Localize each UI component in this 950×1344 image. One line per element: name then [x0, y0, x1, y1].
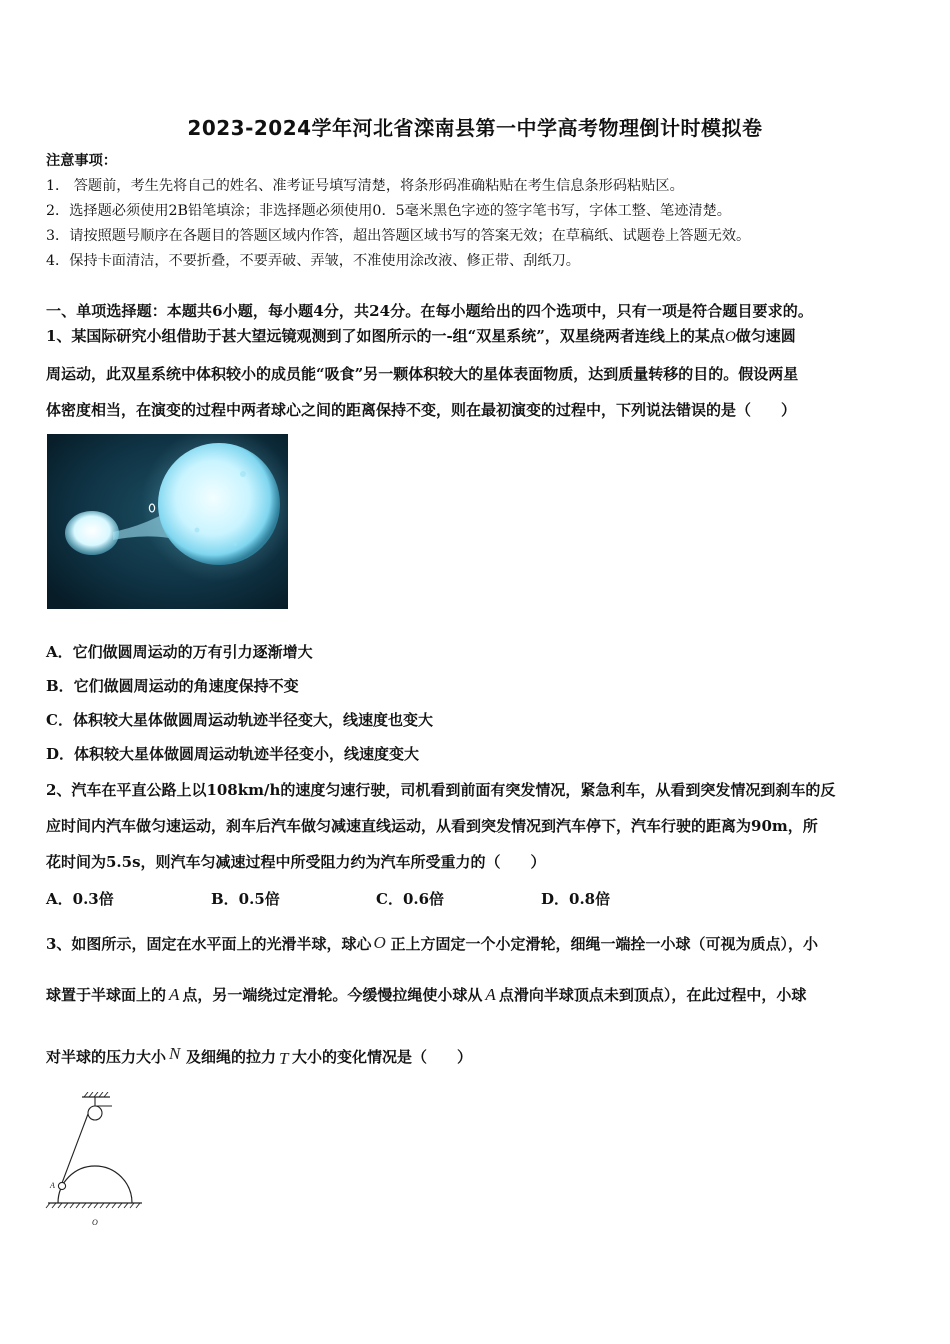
q3-line3a: 对半球的压力大小 [46, 1048, 167, 1066]
hemisphere-pulley-diagram [44, 1092, 148, 1230]
q3-symbol-n: N [169, 1044, 181, 1063]
section-heading: 一、单项选择题：本题共6小题，每小题4分，共24分。在每小题给出的四个选项中，只有一项是符合题目要求的。 [46, 302, 813, 320]
q1-option-c: C．体积较大星体做圆周运动轨迹半径变大，线速度也变大 [46, 711, 433, 729]
notice-item: 4．保持卡面清洁，不要折叠，不要弄破、弄皱，不准使用涂改液、修正带、刮纸刀。 [46, 253, 580, 269]
q3-line3 [46, 1044, 473, 1068]
q2-option-c: C．0.6倍 [376, 890, 445, 908]
q2-line2: 应时间内汽车做匀速运动，刹车后汽车做匀减速直线运动，从看到突发情况到汽车停下，汽车行驶的距离为90m，所 [46, 817, 818, 835]
q1-symbol-o: O [724, 329, 736, 345]
notice-item: 1． 答题前，考生先将自己的姓名、准考证号填写清楚，将条形码准确粘贴在考生信息条形码粘贴区。 [46, 178, 684, 194]
q1-option-d: D．体积较大星体做圆周运动轨迹半径变小，线速度变大 [46, 745, 420, 763]
ball-icon [58, 1182, 65, 1189]
q3-symbol-a2: A [485, 985, 496, 1004]
q3-line2a: 球置于半球面上的 [46, 986, 167, 1004]
label-o: O [92, 1218, 98, 1227]
q1-line3: 体密度相当，在演变的过程中两者球心之间的距离保持不变，则在最初演变的过程中，下列说法错误的是（ ） [46, 401, 797, 419]
q2-option-d: D．0.8倍 [541, 890, 611, 908]
binary-star-image [47, 434, 288, 609]
q3-line2b: 点，另一端绕过定滑轮。今缓慢拉绳使小球从 [182, 986, 483, 1004]
q1-text [46, 326, 796, 347]
pulley-icon [88, 1106, 102, 1120]
q3-line2 [46, 985, 806, 1005]
q2-line1: 2、汽车在平直公路上以108km/h的速度匀速行驶，司机看到前面有突发情况，紧急利车，从看到突发情况到刹车的反 [46, 781, 836, 799]
q3-symbol-a1: A [169, 985, 180, 1004]
notice-heading: 注意事项： [46, 153, 117, 169]
q3-line3c: 大小的变化情况是（ ） [292, 1048, 473, 1066]
notice-item: 2．选择题必须使用2B铅笔填涂；非选择题必须使用0．5毫米黑色字迹的签字笔书写，字体工整、笔迹清楚。 [46, 203, 731, 219]
q2-option-b: B．0.5倍 [211, 890, 280, 908]
page-title: 2023-2024学年河北省滦南县第一中学高考物理倒计时模拟卷 [187, 116, 763, 140]
q2-line3: 花时间为5.5s，则汽车匀减速过程中所受阻力约为汽车所受重力的（ ） [46, 853, 546, 871]
q3-line3b: 及细绳的拉力 [186, 1048, 277, 1066]
q3-symbol-o: O [373, 933, 386, 952]
q3-symbol-t: T [279, 1049, 289, 1068]
notice-item: 3．请按照题号顺序在各题目的答题区域内作答，超出答题区域书写的答案无效；在草稿纸、试题卷上答题无效。 [46, 228, 751, 244]
q1-line1a: 1、某国际研究小组借助于甚大望远镜观测到了如图所示的一-组“双星系统”，双星绕两者连线上的某点 [46, 327, 725, 345]
q3-line1 [46, 934, 818, 954]
q1-option-a: A．它们做圆周运动的万有引力逐渐增大 [46, 643, 313, 661]
q1-line2: 周运动，此双星系统中体积较小的成员能“吸食”另一颗体积较大的星体表面物质，达到质量转移的目的。假设两星 [46, 365, 799, 383]
label-a: A [50, 1181, 55, 1190]
q1-line1b: 做匀速圆 [735, 327, 796, 345]
q2-option-a: A．0.3倍 [46, 890, 114, 908]
q1-option-b: B．它们做圆周运动的角速度保持不变 [46, 677, 299, 695]
q3-line2c: 点滑向半球顶点未到顶点），在此过程中，小球 [498, 986, 807, 1004]
q3-line1b: 正上方固定一个小定滑轮，细绳一端拴一小球（可视为质点），小 [390, 935, 818, 953]
q3-line1a: 3、如图所示，固定在水平面上的光滑半球，球心 [46, 935, 372, 953]
